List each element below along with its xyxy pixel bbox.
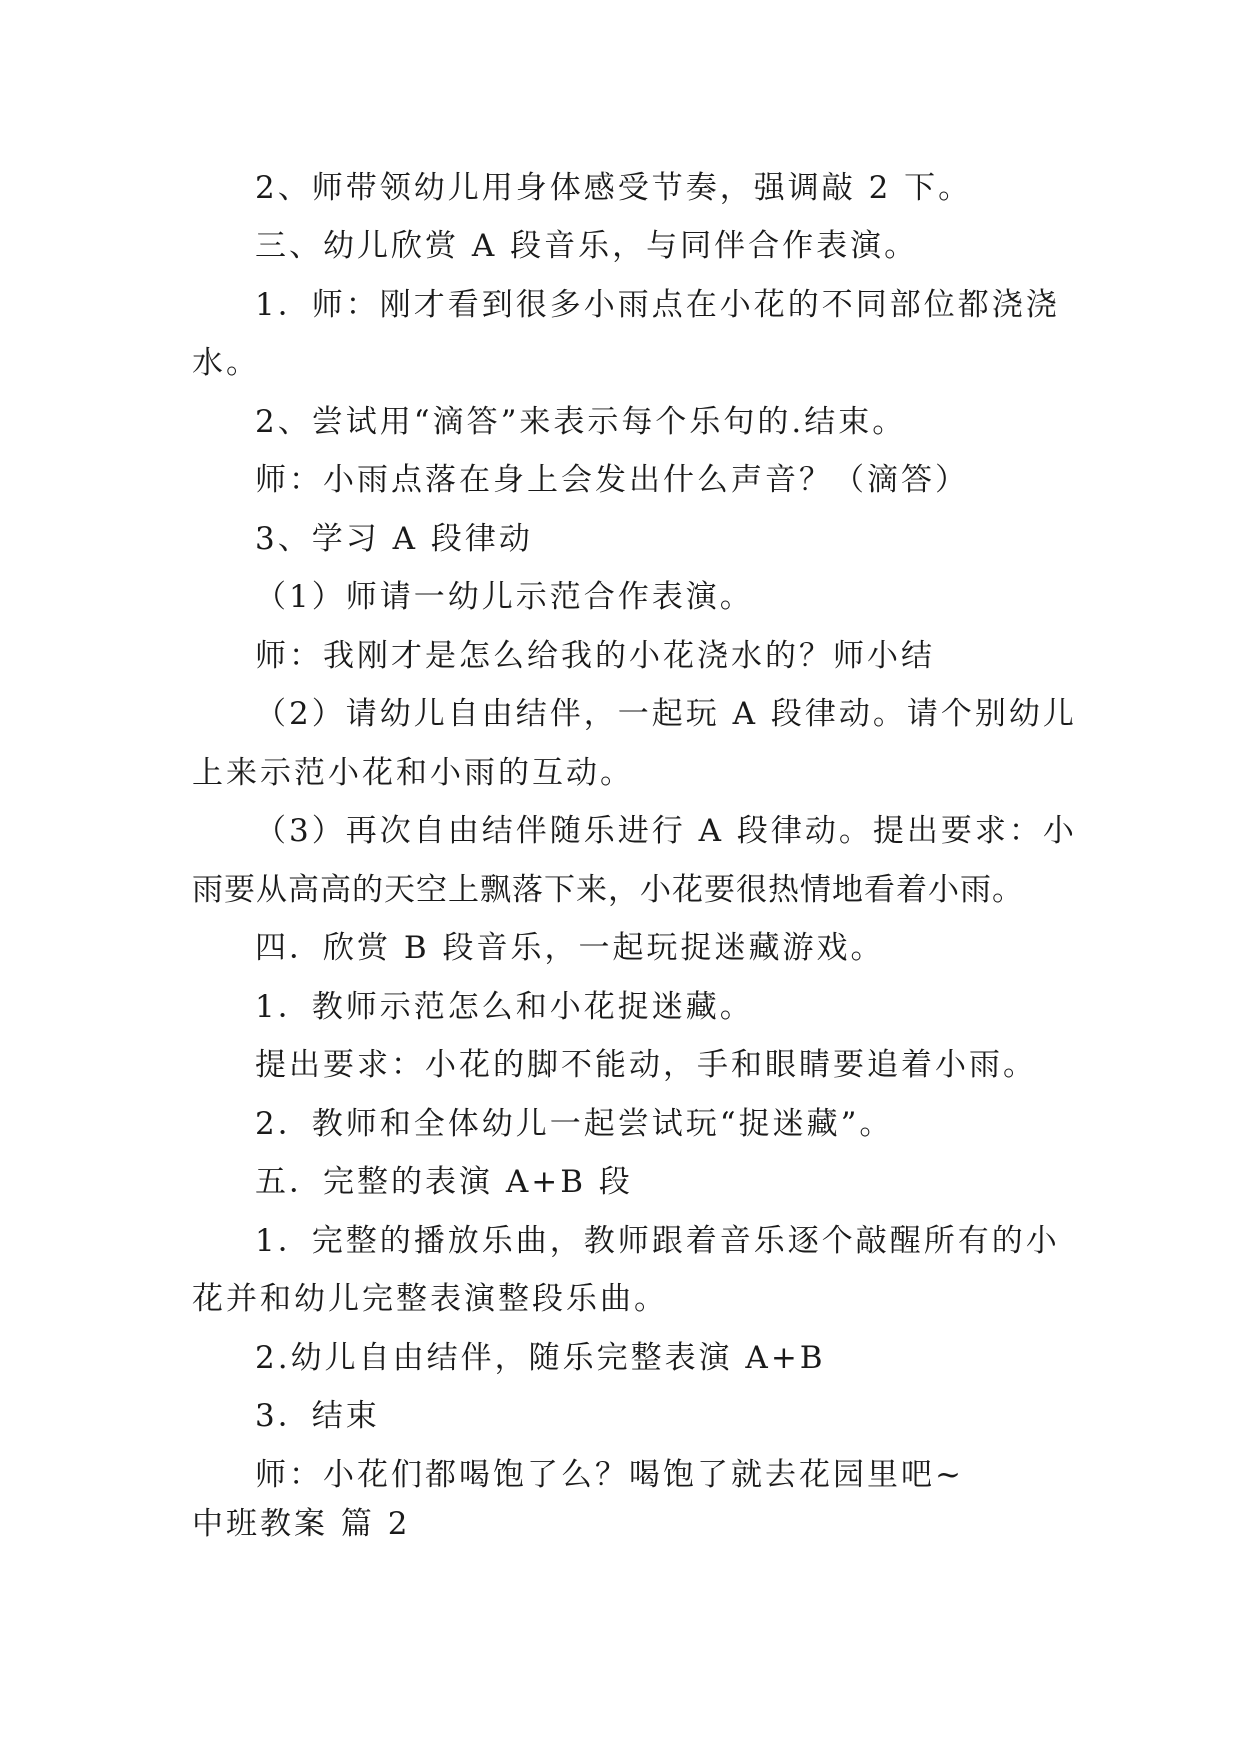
paragraph-line: 上来示范小花和小雨的互动。 — [192, 755, 634, 791]
section-heading: 四．欣赏 B 段音乐，一起玩捉迷藏游戏。 — [255, 930, 885, 966]
paragraph-line: 师：小花们都喝饱了么？喝饱了就去花园里吧~ — [255, 1457, 964, 1493]
paragraph-line: 师：小雨点落在身上会发出什么声音？（滴答） — [255, 462, 969, 498]
paragraph-line: （3）再次自由结伴随乐进行 A 段律动。提出要求：小 — [255, 813, 1077, 849]
paragraph-line: （2）请幼儿自由结伴，一起玩 A 段律动。请个别幼儿 — [255, 696, 1077, 732]
paragraph-line: 1．教师示范怎么和小花捉迷藏。 — [255, 989, 754, 1025]
paragraph-line: 1．师：刚才看到很多小雨点在小花的不同部位都浇浇 — [255, 287, 1060, 323]
paragraph-line: 2.幼儿自由结伴，随乐完整表演 A+B — [255, 1340, 826, 1376]
paragraph-line: 水。 — [192, 345, 260, 381]
section-heading: 三、幼儿欣赏 A 段音乐，与同伴合作表演。 — [255, 228, 919, 264]
paragraph-line: 提出要求：小花的脚不能动，手和眼睛要追着小雨。 — [255, 1047, 1037, 1083]
section-heading: 五．完整的表演 A+B 段 — [255, 1164, 633, 1200]
paragraph-line: 花并和幼儿完整表演整段乐曲。 — [192, 1281, 668, 1317]
paragraph-line: 雨要从高高的天空上飘落下来，小花要很热情地看着小雨。 — [192, 872, 1024, 908]
paragraph-line: 2．教师和全体幼儿一起尝试玩“捉迷藏”。 — [255, 1106, 894, 1142]
paragraph-line: 2、师带领幼儿用身体感受节奏，强调敲 2 下。 — [255, 170, 973, 206]
paragraph-line: 3．结束 — [255, 1398, 380, 1434]
paragraph-line: （1）师请一幼儿示范合作表演。 — [255, 579, 754, 615]
paragraph-line: 1．完整的播放乐曲，教师跟着音乐逐个敲醒所有的小 — [255, 1223, 1060, 1259]
article-heading: 中班教案 篇 2 — [192, 1506, 411, 1542]
paragraph-line: 3、学习 A 段律动 — [255, 521, 533, 557]
paragraph-line: 2、尝试用“滴答”来表示每个乐句的.结束。 — [255, 404, 907, 440]
paragraph-line: 师：我刚才是怎么给我的小花浇水的？师小结 — [255, 638, 935, 674]
